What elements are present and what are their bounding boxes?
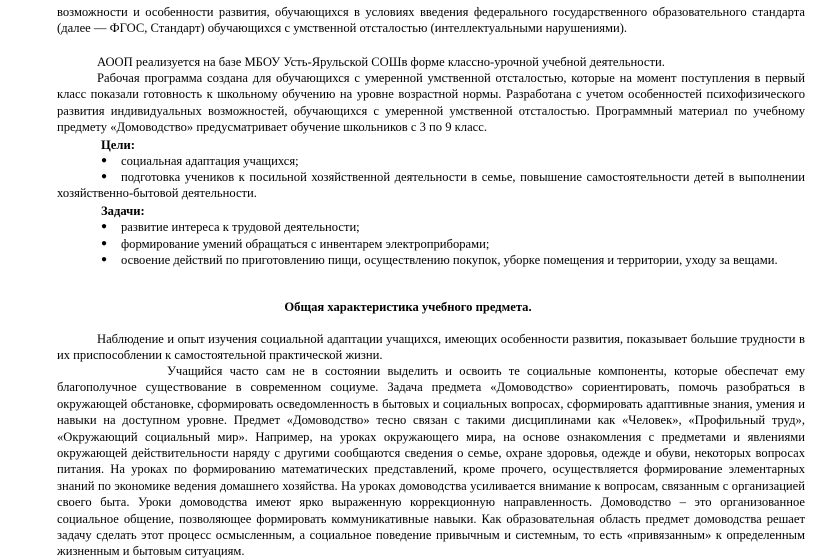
intro-fragment: возможности и особенности развития, обучающихся в условиях введения федерального государственного образовательного стандарта (далее — ФГОС, Стандарт) обучающихся с умственной отсталостью (интеллектуальными нарушениями). — [57, 5, 805, 36]
program-paragraph: Рабочая программа создана для обучающихся с умеренной умственной отсталостью, которые на момент поступления в первый класс показали готовность к школьному обучению на уровне возрастной нормы. Разработана с учетом особенностей психофизического развития индивидуальных возможностей, обучающихся с умеренной умственной отсталостью. Программный материал по учебному предмету «Домоводство» предусматривает обучение школьников с 3 по 9 класс. — [57, 71, 805, 135]
bullet-icon: ● — [101, 155, 108, 166]
tasks-item: ● формирование умений обращаться с инвентарем электроприборами; — [101, 237, 490, 251]
tasks-item: ● развитие интереса к трудовой деятельности; — [101, 220, 360, 234]
bullet-icon: ● — [101, 221, 108, 232]
bullet-icon: ● — [101, 238, 108, 249]
paragraph-main: Учащийся часто сам не в состоянии выделить и освоить те социальные компоненты, которые обеспечат ему благополучное существование в современном социуме. Задача предмета «Домоводство» сориентировать, помочь разобраться в окружающей обстановке, сформировать осведомленность в бытовых и социальных вопросах, сформировать адаптивные знания, умения и навыки на доступном уровне. Предмет «Домоводство» тесно связан с такими дисциплинами как «Человек», «Профильный труд», «Окружающий социальный мир». Например, на уроках окружающего мира, на основе ознакомления с предметами и явлениями окружающей действительности наряду с другими сообщаются сведения о семье, охране здоровья, одежде и обуви, некоторых вопросах питания. На уроках по формированию математических представлений, кроме прочего, осуществляется формирование элементарных знаний по экономике ведения домашнего хозяйства. На уроках домоводства усиливается внимание к вопросам, связанным с организацией своего быта. Уроки домоводства имеют ярко выраженную коррекционную направленность. Домоводство – это организованное социальное общение, позволяющее формировать коммуникативные навыки. Как образовательная область предмет домоводства решает задачу сделать этот процесс осмысленным, а социальное поведение привычным и системным, то есть «привязанным» к определенным жизненным и бытовым ситуациям. — [57, 364, 805, 559]
bullet-icon: ● — [101, 254, 108, 265]
goals-item: ● социальная адаптация учащихся; — [101, 154, 299, 168]
bullet-icon: ● — [101, 171, 108, 182]
tasks-item: ● освоение действий по приготовлению пищи, осуществлению покупок, уборке помещения и территории, уходу за вещами. — [101, 253, 778, 267]
section-heading: Общая характеристика учебного предмета. — [284, 300, 532, 314]
goals-label: Цели: — [101, 138, 135, 152]
goals-item: ● подготовка учеников к посильной хозяйственной деятельности в семье, повышение самостоятельности детей в выполнении хозяйственно-бытовой деятельности. — [57, 170, 805, 201]
school-line: АООП реализуется на базе МБОУ Усть-Ярульской СОШв форме классно-урочной учебной деятельности. — [97, 55, 665, 69]
paragraph-observation: Наблюдение и опыт изучения социальной адаптации учащихся, имеющих особенности развития, показывает большие трудности в их приспособлении к самостоятельной практической жизни. — [57, 332, 805, 363]
tasks-label: Задачи: — [101, 204, 145, 218]
